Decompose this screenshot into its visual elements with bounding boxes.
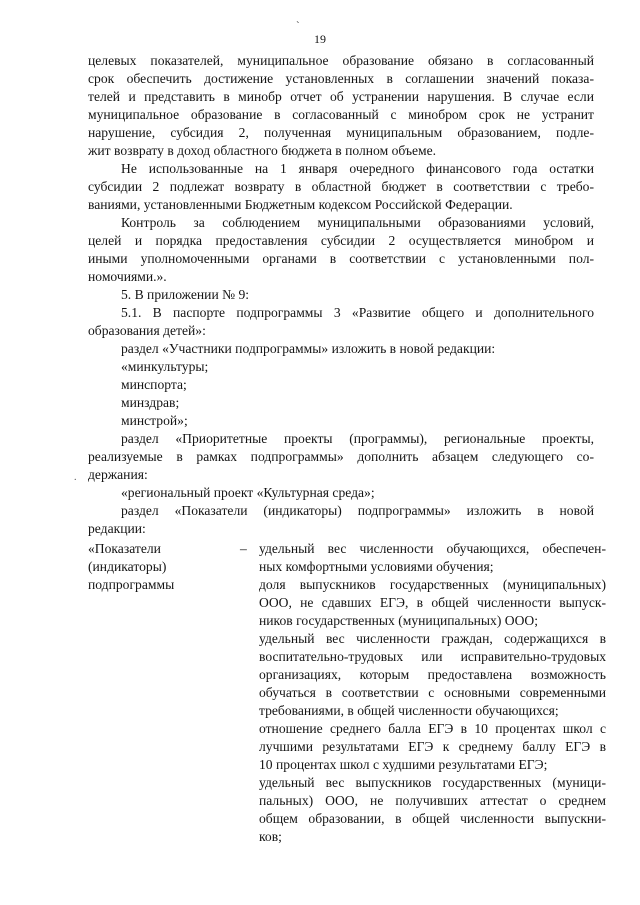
- table-dash: –: [240, 541, 247, 556]
- table-content-line: отношение среднего балла ЕГЭ в 10 процентах школ с: [259, 721, 606, 736]
- text-line: «минкультуры;: [121, 359, 209, 374]
- text-line: субсидии 2 подлежат возврату в областной бюджет в соответствии с требо-: [88, 179, 594, 194]
- table-label-line: (индикаторы): [88, 559, 167, 574]
- table-content-line: удельный вес численности граждан, содержащихся в: [259, 631, 606, 646]
- table-content-line: пальных) ООО, не получивших аттестат о среднем: [259, 793, 606, 808]
- text-line: Контроль за соблюдением муниципальными образованиями условий,: [121, 215, 594, 230]
- text-line: «региональный проект «Культурная среда»;: [121, 485, 375, 500]
- margin-mark: .: [74, 472, 77, 483]
- text-line: минздрав;: [121, 395, 180, 410]
- text-line: жит возврату в доход областного бюджета в полном объеме.: [88, 143, 437, 158]
- table-content-line: ников государственных (муниципальных) ООО;: [259, 613, 539, 628]
- text-line: иными уполномоченными органами в соответствии с установленными пол-: [88, 251, 594, 266]
- table-content-line: доля выпускников государственных (муниципальных): [259, 577, 606, 592]
- text-line: ваниями, установленными Бюджетным кодексом Российской Федерации.: [88, 197, 513, 212]
- table-content-line: ООО, не сдавших ЕГЭ, в общей численности выпуск-: [259, 595, 606, 610]
- table-label-line: подпрограммы: [88, 577, 175, 592]
- text-line: муниципальное образование в согласованный с минобром срок не устранит: [88, 107, 594, 122]
- text-line: раздел «Приоритетные проекты (программы), региональные проекты,: [121, 431, 594, 446]
- table-content-line: организациях, которым предоставлена возможность: [259, 667, 606, 682]
- table-content-line: лучшими результатами ЕГЭ к среднему баллу ЕГЭ в: [259, 739, 606, 754]
- table-content-line: общем образовании, в общей численности выпускни-: [259, 811, 606, 826]
- text-line: раздел «Показатели (индикаторы) подпрограммы» изложить в новой: [121, 503, 594, 518]
- text-line: срок обеспечить достижение установленных в соглашении значений показа-: [88, 71, 594, 86]
- text-line: целевых показателей, муниципальное образование обязано в согласованный: [88, 53, 594, 68]
- table-label-line: «Показатели: [88, 541, 161, 556]
- text-line: 5.1. В паспорте подпрограммы 3 «Развитие общего и дополнительного: [121, 305, 594, 320]
- text-line: 5. В приложении № 9:: [121, 287, 250, 302]
- table-content-line: ных комфортными условиями обучения;: [259, 559, 494, 574]
- table-content-line: требованиями, в общей численности обучающихся;: [259, 703, 559, 718]
- text-line: целей и порядка предоставления субсидии 2 осуществляется минобром и: [88, 233, 594, 248]
- text-line: телей и представить в минобр отчет об устранении нарушения. В случае если: [88, 89, 594, 104]
- table-content-line: 10 процентах школ с худшими результатами ЕГЭ;: [259, 757, 548, 772]
- table-content-line: ков;: [259, 829, 282, 844]
- text-line: нарушение, субсидия 2, полученная муниципальным образованием, подле-: [88, 125, 594, 140]
- table-content-line: удельный вес выпускников государственных (муници-: [259, 775, 606, 790]
- text-line: Не использованные на 1 января очередного финансового года остатки: [121, 161, 594, 176]
- text-line: реализуемые в рамках подпрограммы» дополнить абзацем следующего со-: [88, 449, 594, 464]
- scan-mark: `: [296, 20, 300, 32]
- table-content-line: удельный вес численности обучающихся, обеспечен-: [259, 541, 606, 556]
- page-number: 19: [314, 32, 326, 46]
- text-line: редакции:: [88, 521, 146, 536]
- text-line: минспорта;: [121, 377, 187, 392]
- table-content-line: обучаться в соответствии с основными современными: [259, 685, 606, 700]
- text-line: минстрой»;: [121, 413, 188, 428]
- text-line: раздел «Участники подпрограммы» изложить в новой редакции:: [121, 341, 496, 356]
- text-line: держания:: [88, 467, 148, 482]
- text-line: образования детей»:: [88, 323, 206, 338]
- text-line: номочиями.».: [88, 269, 167, 284]
- table-content-line: воспитательно-трудовых или исправительно-трудовых: [259, 649, 606, 664]
